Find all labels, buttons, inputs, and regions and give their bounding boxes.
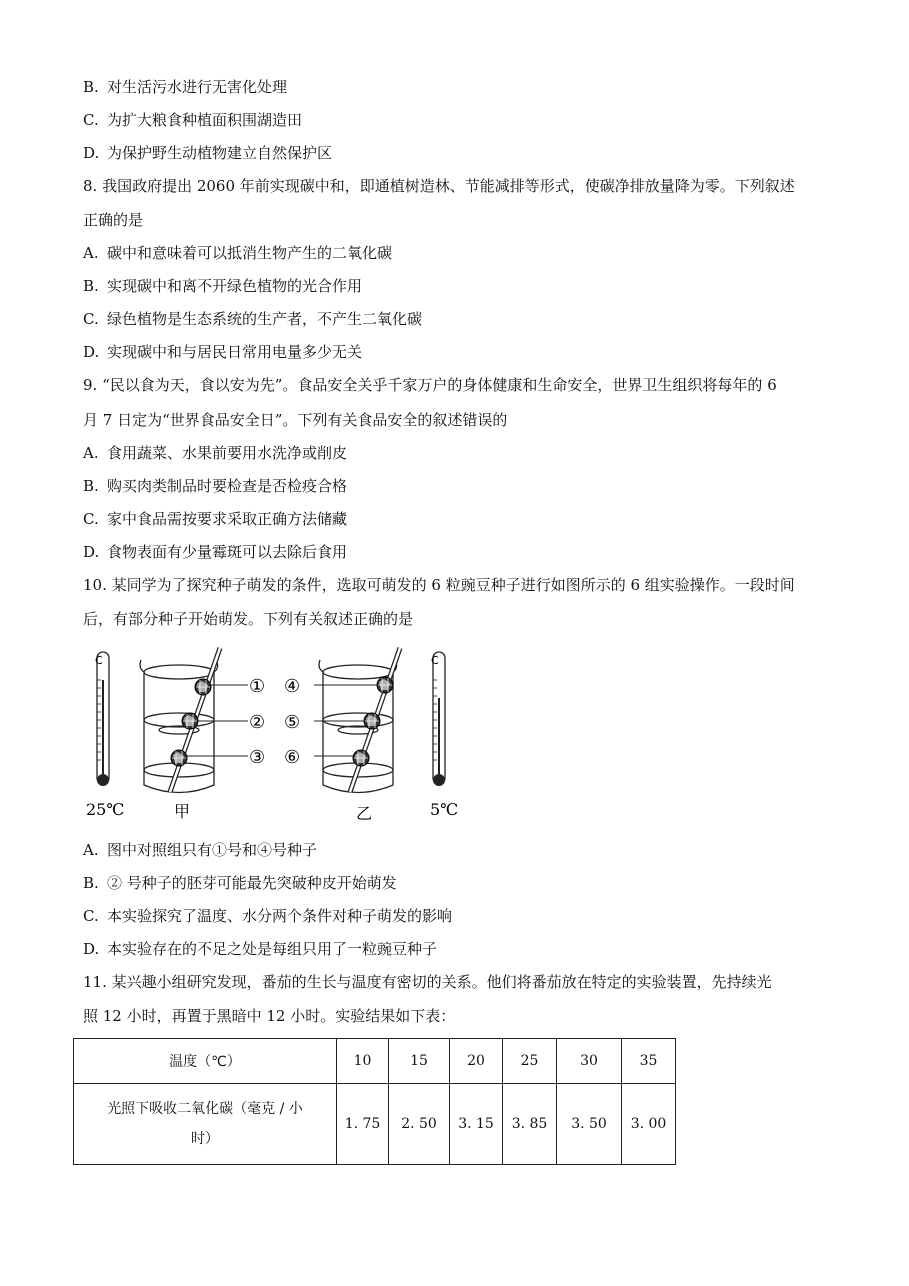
q7-option-d <box>83 143 332 163</box>
q7-option-c <box>83 110 302 130</box>
table-cell: 3. 50 <box>557 1084 622 1165</box>
temp-left-label: 25℃ <box>86 800 125 819</box>
option-label: D. <box>83 543 100 561</box>
q9-option-b <box>83 476 347 496</box>
seed-label-3: ③ <box>249 747 266 768</box>
q9-option-c <box>83 509 347 529</box>
seed-label-4: ④ <box>284 676 301 697</box>
option-label: B. <box>83 277 99 295</box>
table-header-line: 时） <box>191 1131 219 1147</box>
option-label: D. <box>83 144 100 162</box>
option-label: C. <box>83 310 99 328</box>
thermometer-left-unit: C <box>95 654 103 667</box>
q11-stem-line2: 照 12 小时，再置于黑暗中 12 小时。实验结果如下表： <box>83 1007 456 1025</box>
table-header-cell <box>74 1084 337 1165</box>
table-cell: 2. 50 <box>389 1084 450 1165</box>
option-label: C. <box>83 510 99 528</box>
table-cell: 25 <box>503 1039 557 1084</box>
option-text: 购买肉类制品时要检查是否检疫合格 <box>107 477 348 495</box>
q8-option-a <box>83 243 392 263</box>
seed-label-6: ⑥ <box>284 747 301 768</box>
table-cell: 3. 00 <box>622 1084 676 1165</box>
table-header-line: 光照下吸收二氧化碳（毫克 / 小 <box>107 1101 303 1117</box>
seed-germination-figure <box>78 640 478 825</box>
option-text: 碳中和意味着可以抵消生物产生的二氧化碳 <box>107 244 393 262</box>
option-label: A. <box>83 444 99 462</box>
q10-stem-line1: 10. 某同学为了探究种子萌发的条件，选取可萌发的 6 粒豌豆种子进行如图所示的 6 组实验操作。一段时间 <box>83 576 795 594</box>
q10-option-d <box>83 939 437 959</box>
option-text: 食物表面有少量霉斑可以去除后食用 <box>107 543 348 561</box>
seed-label-5: ⑤ <box>284 712 301 733</box>
option-text: 为保护野生动植物建立自然保护区 <box>107 144 333 162</box>
option-text: 图中对照组只有①号和④号种子 <box>107 841 318 859</box>
thermometer-right-unit: C <box>431 654 439 667</box>
table-cell: 15 <box>389 1039 450 1084</box>
table-cell: 35 <box>622 1039 676 1084</box>
option-label: B. <box>83 874 99 892</box>
q9-option-a <box>83 443 347 463</box>
table-cell: 3. 15 <box>450 1084 503 1165</box>
option-label: D. <box>83 940 100 958</box>
q10-option-c <box>83 906 452 926</box>
table-row <box>74 1084 676 1165</box>
table-cell: 30 <box>557 1039 622 1084</box>
thermometer-left-icon <box>97 652 109 786</box>
q10-option-b <box>83 873 397 893</box>
q10-option-a <box>83 840 317 860</box>
q9-stem-line1: 9. “民以食为天，食以安为先”。食品安全关乎千家万户的身体健康和生命安全，世界卫生组织将每年的 6 <box>83 376 777 394</box>
option-text: 实现碳中和与居民日常用电量多少无关 <box>107 343 363 361</box>
table-cell: 10 <box>337 1039 389 1084</box>
option-label: B. <box>83 477 99 495</box>
table-header-cell: 温度（℃） <box>74 1039 337 1084</box>
option-text: 为扩大粮食种植面积围湖造田 <box>107 111 303 129</box>
q11-stem-line1: 11. 某兴趣小组研究发现，番茄的生长与温度有密切的关系。他们将番茄放在特定的实验装置，先持续光 <box>83 973 772 991</box>
option-text: 本实验探究了温度、水分两个条件对种子萌发的影响 <box>107 907 453 925</box>
option-label: A. <box>83 244 99 262</box>
q8-option-b <box>83 276 362 296</box>
seed-label-2: ② <box>249 712 266 733</box>
q8-stem-line2: 正确的是 <box>83 211 144 229</box>
table-cell: 3. 85 <box>503 1084 557 1165</box>
option-text: 本实验存在的不足之处是每组只用了一粒豌豆种子 <box>107 940 438 958</box>
temperature-co2-table <box>73 1038 676 1165</box>
table-row <box>74 1039 676 1084</box>
q8-option-d <box>83 342 362 362</box>
option-label: C. <box>83 907 99 925</box>
beaker-left-label: 甲 <box>174 802 191 821</box>
option-label: C. <box>83 111 99 129</box>
q8-stem-line1: 8. 我国政府提出 2060 年前实现碳中和，即通植树造林、节能减排等形式，使碳净排放量降为零。下列叙述 <box>83 177 795 195</box>
table-cell: 1. 75 <box>337 1084 389 1165</box>
q9-stem-line2: 月 7 日定为“世界食品安全日”。下列有关食品安全的叙述错误的 <box>83 411 508 429</box>
option-text: ② 号种子的胚芽可能最先突破种皮开始萌发 <box>107 874 397 892</box>
q9-option-d <box>83 542 347 562</box>
thermometer-right-icon <box>433 652 445 786</box>
q7-option-b <box>83 77 287 97</box>
table-cell: 20 <box>450 1039 503 1084</box>
option-text: 食用蔬菜、水果前要用水洗净或削皮 <box>107 444 348 462</box>
option-text: 绿色植物是生态系统的生产者，不产生二氧化碳 <box>107 310 423 328</box>
seed-label-1: ① <box>249 676 266 697</box>
option-text: 对生活污水进行无害化处理 <box>107 78 288 96</box>
option-label: A. <box>83 841 99 859</box>
q8-option-c <box>83 309 422 329</box>
option-text: 实现碳中和离不开绿色植物的光合作用 <box>107 277 363 295</box>
temp-right-label: 5℃ <box>430 800 459 819</box>
option-text: 家中食品需按要求采取正确方法储藏 <box>107 510 348 528</box>
option-label: B. <box>83 78 99 96</box>
beaker-right-label: 乙 <box>356 804 373 823</box>
option-label: D. <box>83 343 100 361</box>
q10-stem-line2: 后，有部分种子开始萌发。下列有关叙述正确的是 <box>83 610 414 628</box>
